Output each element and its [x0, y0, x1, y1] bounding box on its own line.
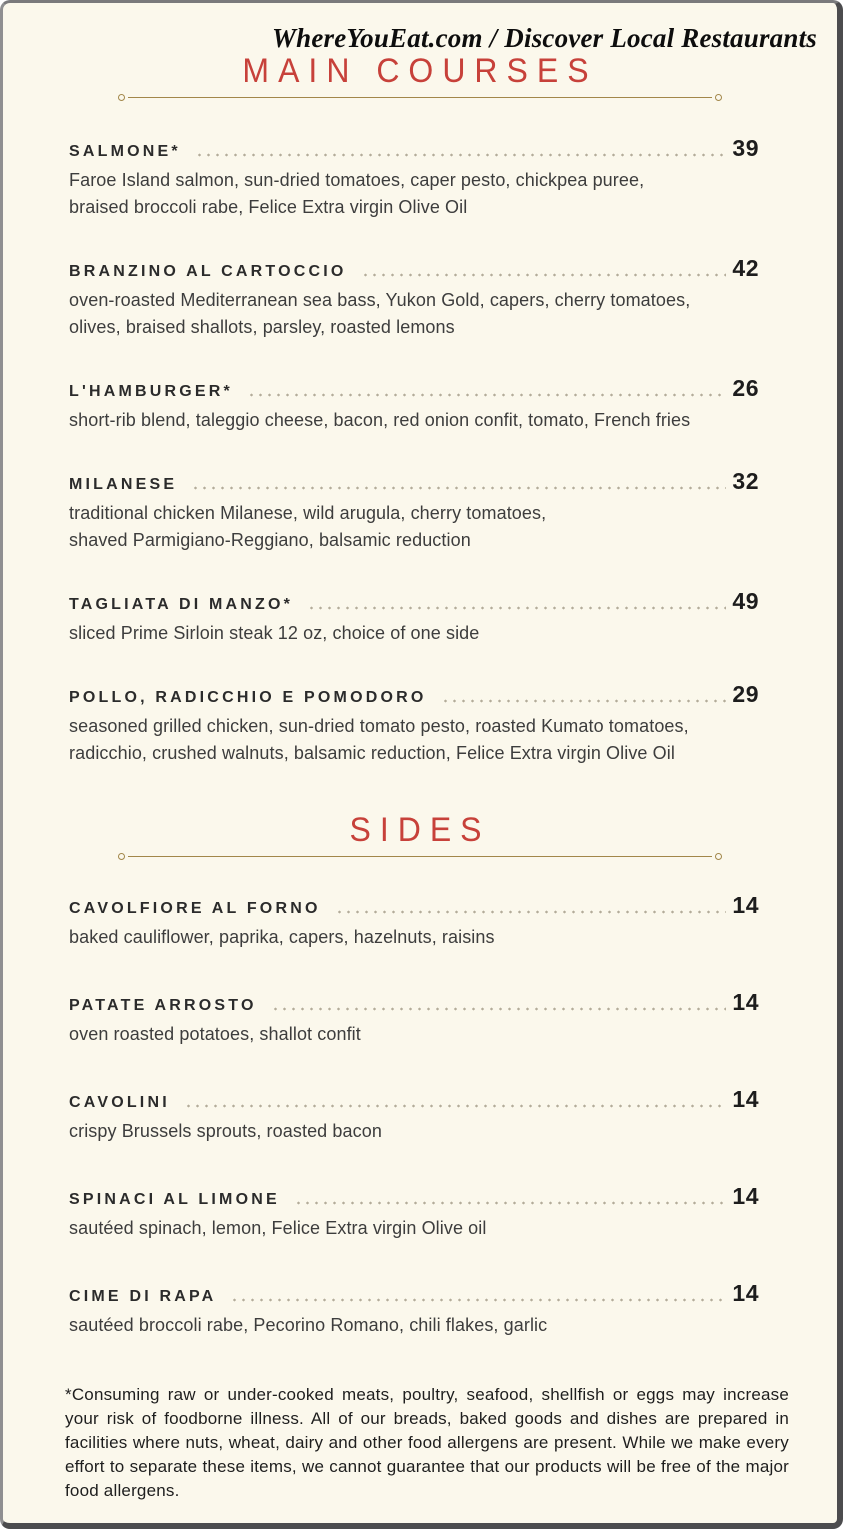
item-price: 14: [732, 892, 759, 918]
menu-item-cime: [69, 1280, 759, 1339]
item-name: MILANESE: [69, 476, 178, 493]
description-line: shaved Parmigiano-Reggiano, balsamic reduction: [69, 530, 471, 550]
menu-item-branzino: [69, 255, 759, 341]
item-price: 42: [732, 255, 759, 281]
divider-rule: [128, 97, 712, 98]
divider-ring-icon: [715, 853, 722, 860]
section-divider: [118, 94, 722, 101]
dotted-leader: [271, 1007, 727, 1011]
item-description: [69, 287, 759, 341]
item-description: [69, 500, 759, 554]
item-row: [69, 375, 759, 402]
item-price: 29: [732, 681, 759, 707]
item-price: 32: [732, 468, 759, 494]
menu-item-pollo: [69, 681, 759, 767]
item-name: BRANZINO AL CARTOCCIO: [69, 263, 347, 280]
dotted-leader: [191, 486, 726, 490]
divider-ring-icon: [118, 94, 125, 101]
description-line: sliced Prime Sirloin steak 12 oz, choice of one side: [69, 623, 480, 643]
item-description: [69, 620, 759, 647]
description-line: short-rib blend, taleggio cheese, bacon, red onion confit, tomato, French fries: [69, 410, 691, 430]
item-name: TAGLIATA DI MANZO*: [69, 596, 294, 613]
item-name: SALMONE*: [69, 143, 181, 160]
description-line: oven-roasted Mediterranean sea bass, Yukon Gold, capers, cherry tomatoes,: [69, 290, 691, 310]
allergen-disclaimer: *Consuming raw or under-cooked meats, poultry, seafood, shellfish or eggs may increase your risk of foodborne illness. All of our breads, baked goods and dishes are prepared in facilities where nuts, wheat, dairy and other food allergens are present. While we make every effort to separate these items, we cannot guarantee that our products will be free of the major food allergens.: [65, 1385, 789, 1500]
menu-item-hamburger: [69, 375, 759, 434]
item-price: 14: [732, 1280, 759, 1306]
item-price: 49: [732, 588, 759, 614]
menu-item-tagliata: [69, 588, 759, 647]
description-line: sautéed broccoli rabe, Pecorino Romano, chili flakes, garlic: [69, 1315, 548, 1335]
menu-item-cavolini: [69, 1086, 759, 1145]
item-price: 14: [732, 989, 759, 1015]
item-price: 14: [732, 1086, 759, 1112]
item-row: [69, 989, 759, 1016]
item-row: [69, 468, 759, 495]
section-sides: [3, 810, 837, 1339]
divider-rule: [128, 856, 712, 857]
section-main-courses: [3, 51, 837, 767]
item-description: [69, 1118, 759, 1145]
item-name: L'HAMBURGER*: [69, 383, 233, 400]
description-line: baked cauliflower, paprika, capers, hazelnuts, raisins: [69, 927, 495, 947]
dotted-leader: [441, 699, 727, 703]
item-price: 39: [732, 135, 759, 161]
item-row: [69, 255, 759, 282]
site-watermark: WhereYouEat.com / Discover Local Restaurants: [271, 23, 817, 53]
description-line: olives, braised shallots, parsley, roasted lemons: [69, 317, 455, 337]
item-row: [69, 1280, 759, 1307]
divider-ring-icon: [715, 94, 722, 101]
dotted-leader: [230, 1298, 726, 1302]
dotted-leader: [247, 393, 726, 397]
description-line: crispy Brussels sprouts, roasted bacon: [69, 1121, 382, 1141]
menu-item-patate: [69, 989, 759, 1048]
item-description: [69, 1215, 759, 1242]
description-line: seasoned grilled chicken, sun-dried tomato pesto, roasted Kumato tomatoes,: [69, 716, 689, 736]
section-divider: [118, 853, 722, 860]
menu-item-cavolfiore: [69, 892, 759, 951]
item-description: [69, 1312, 759, 1339]
item-name: CIME DI RAPA: [69, 1288, 217, 1305]
menu-item-milanese: [69, 468, 759, 554]
item-row: [69, 1086, 759, 1113]
section-title-main-courses: MAIN COURSES: [242, 50, 598, 90]
item-row: [69, 588, 759, 615]
item-description: [69, 1021, 759, 1048]
item-description: [69, 407, 759, 434]
description-line: oven roasted potatoes, shallot confit: [69, 1024, 361, 1044]
menu-item-salmone: [69, 135, 759, 221]
description-line: sautéed spinach, lemon, Felice Extra virgin Olive oil: [69, 1218, 487, 1238]
item-name: SPINACI AL LIMONE: [69, 1191, 280, 1208]
item-row: [69, 892, 759, 919]
dotted-leader: [335, 910, 727, 914]
menu-item-spinaci: [69, 1183, 759, 1242]
item-row: [69, 135, 759, 162]
dotted-leader: [184, 1104, 727, 1108]
item-description: [69, 713, 759, 767]
description-line: traditional chicken Milanese, wild arugula, cherry tomatoes,: [69, 503, 547, 523]
description-line: braised broccoli rabe, Felice Extra virgin Olive Oil: [69, 197, 468, 217]
dotted-leader: [294, 1201, 727, 1205]
item-name: CAVOLFIORE AL FORNO: [69, 900, 321, 917]
item-row: [69, 1183, 759, 1210]
dotted-leader: [307, 606, 726, 610]
main-courses-list: [3, 135, 837, 767]
sides-list: [3, 892, 837, 1339]
description-line: radicchio, crushed walnuts, balsamic reduction, Felice Extra virgin Olive Oil: [69, 743, 675, 763]
item-name: PATATE ARROSTO: [69, 997, 257, 1014]
item-description: [69, 924, 759, 951]
description-line: Faroe Island salmon, sun-dried tomatoes, caper pesto, chickpea puree,: [69, 170, 645, 190]
item-row: [69, 681, 759, 708]
item-name: POLLO, RADICCHIO E POMODORO: [69, 689, 427, 706]
dotted-leader: [195, 153, 727, 157]
item-price: 26: [732, 375, 759, 401]
item-name: CAVOLINI: [69, 1094, 170, 1111]
item-price: 14: [732, 1183, 759, 1209]
dotted-leader: [361, 273, 727, 277]
item-description: [69, 167, 759, 221]
divider-ring-icon: [118, 853, 125, 860]
section-title-sides: SIDES: [349, 809, 491, 849]
